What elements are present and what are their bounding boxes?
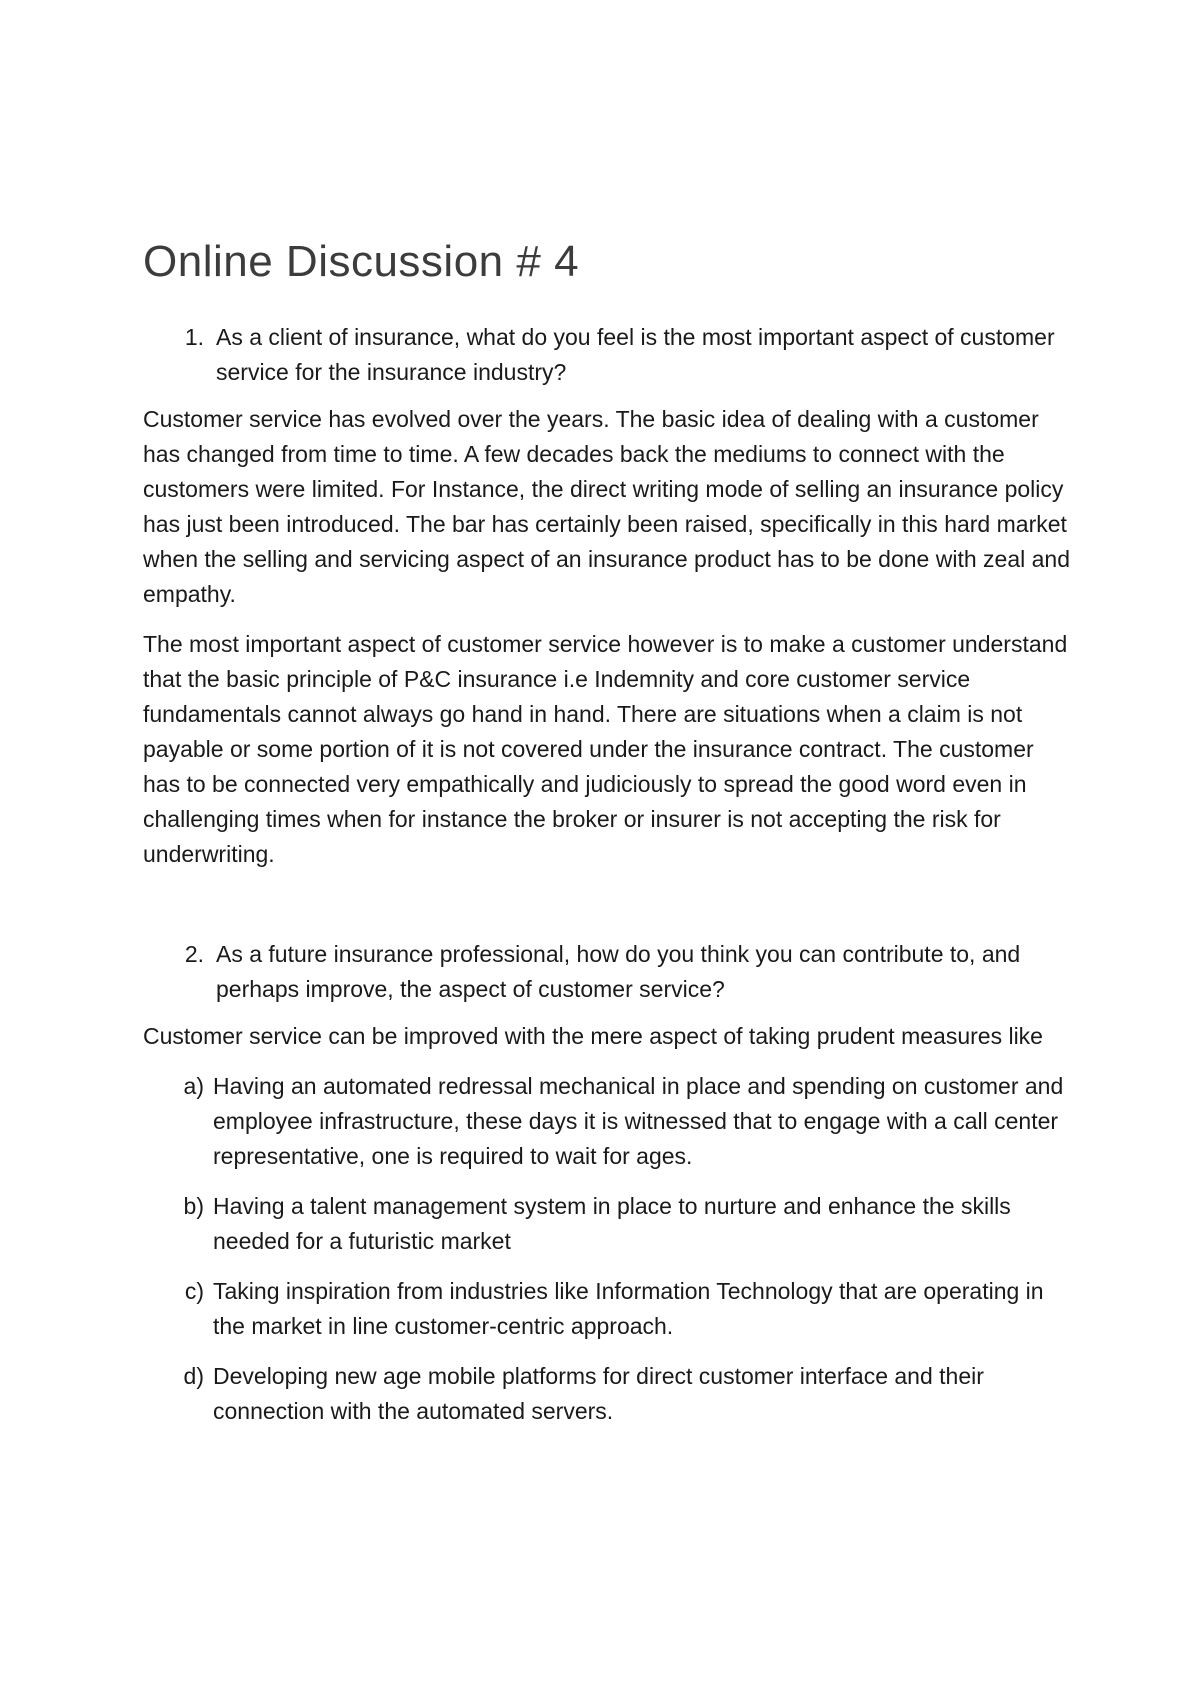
list-marker: b) [183, 1193, 204, 1219]
list-item-text: Developing new age mobile platforms for direct customer interface and their connection with the automated servers. [213, 1363, 984, 1424]
list-item-d [143, 1359, 1073, 1429]
list-marker: a) [183, 1073, 204, 1099]
answer-1-paragraph-1: Customer service has evolved over the years. The basic idea of dealing with a customer has changed from time to time. A few decades back the mediums to connect with the customers were limited. For Instance, the direct writing mode of selling an insurance policy has just been introduced. The bar has certainly been raised, specifically in this hard market when the selling and servicing aspect of an insurance product has to be done with zeal and empathy. [143, 406, 1070, 607]
question-1 [143, 320, 1073, 390]
list-marker: c) [184, 1278, 204, 1304]
answer-1-paragraph-2: The most important aspect of customer service however is to make a customer understand that the basic principle of P&C insurance i.e Indemnity and core customer service fundamentals cannot always go hand in hand. There are situations when a claim is not payable or some portion of it is not covered under the insurance contract. The customer has to be connected very empathically and judiciously to spread the good word even in challenging times when for instance the broker or insurer is not accepting the risk for underwriting. [143, 631, 1068, 867]
document-page [143, 236, 1073, 1444]
question-2 [143, 937, 1073, 1007]
list-item-b [143, 1189, 1073, 1259]
list-item-a [143, 1069, 1073, 1174]
list-item-text: Taking inspiration from industries like Information Technology that are operating in the market in line customer-centric approach. [213, 1278, 1044, 1339]
question-2-number: 2. [184, 941, 204, 967]
question-1-number: 1. [184, 324, 204, 350]
answer-2-intro: Customer service can be improved with the mere aspect of taking prudent measures like [143, 1023, 1043, 1049]
list-marker: d) [183, 1363, 204, 1389]
question-2-text: As a future insurance professional, how do you think you can contribute to, and perhaps improve, the aspect of customer service? [216, 941, 1021, 1002]
question-1-text: As a client of insurance, what do you feel is the most important aspect of customer service for the insurance industry? [216, 324, 1055, 385]
list-item-text: Having an automated redressal mechanical in place and spending on customer and employee infrastructure, these days it is witnessed that to engage with a call center representative, one is required to wait for ages. [213, 1073, 1064, 1169]
document-title: Online Discussion # 4 [143, 237, 580, 286]
section-spacer [143, 887, 1073, 937]
list-item-text: Having a talent management system in place to nurture and enhance the skills needed for a futuristic market [213, 1193, 1011, 1254]
list-item-c [143, 1274, 1073, 1344]
